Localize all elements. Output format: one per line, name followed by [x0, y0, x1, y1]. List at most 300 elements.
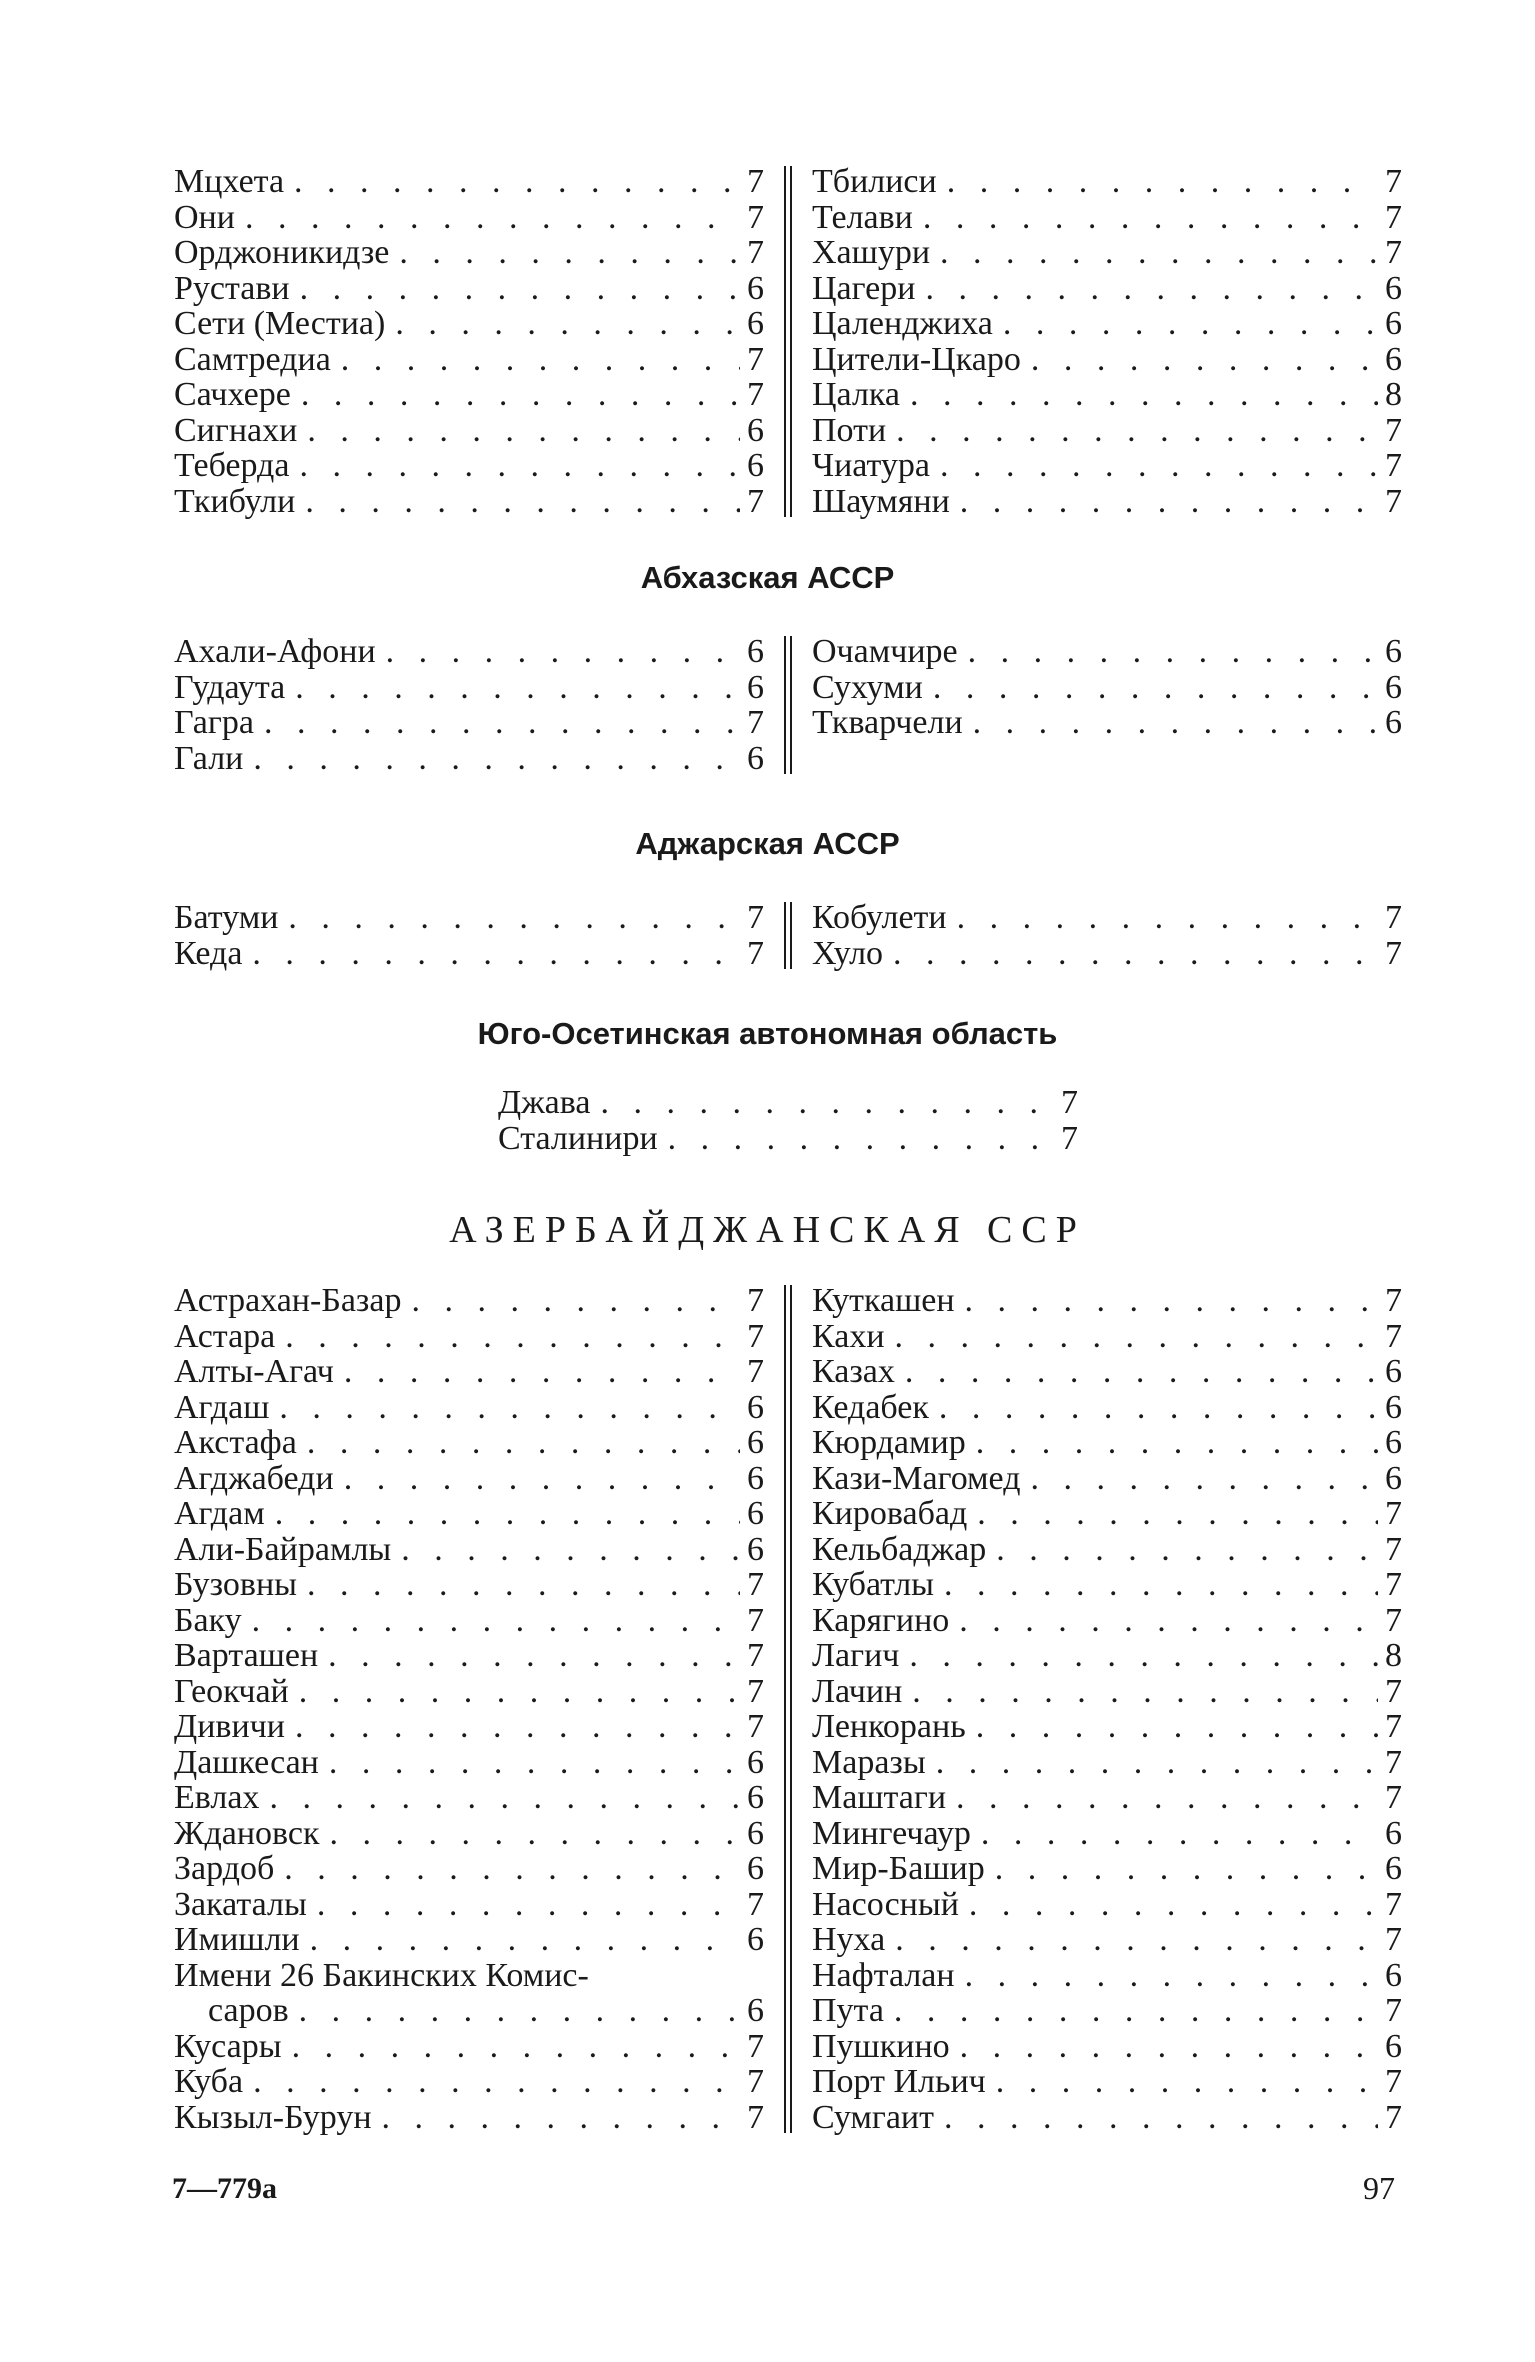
- intensity-value: 6: [1385, 1353, 1402, 1390]
- intensity-value: 7: [747, 2027, 764, 2065]
- intensity-value: 7: [747, 198, 764, 236]
- list-item: [174, 1532, 764, 1568]
- place-name: Они: [174, 198, 235, 236]
- place-name: Кельбаджар: [812, 1530, 987, 1568]
- place-name: Карягино: [812, 1601, 950, 1639]
- column-separator: [764, 1283, 812, 2135]
- list-item: [174, 306, 764, 342]
- intensity-value: 7: [1385, 1601, 1402, 1639]
- leader-dots: [299, 1674, 740, 1710]
- adjar-right-column: [812, 900, 1402, 971]
- georgia-left-column: [174, 164, 764, 519]
- place-name: Ткварчели: [812, 704, 963, 741]
- leader-dots: [996, 2064, 1378, 2100]
- place-name: Агдам: [174, 1495, 265, 1532]
- leader-dots: [959, 1603, 1378, 1639]
- abkhaz-list: [174, 634, 1402, 776]
- leader-dots: [292, 2029, 740, 2065]
- list-item: [174, 1425, 764, 1461]
- intensity-value: 6: [1385, 1459, 1402, 1497]
- list-item: [812, 1283, 1402, 1319]
- place-name: Куткашен: [812, 1282, 955, 1319]
- list-item: [174, 1993, 764, 2029]
- leader-dots: [936, 1745, 1378, 1781]
- list-item: [174, 1567, 764, 1603]
- intensity-value: 7: [1061, 1119, 1078, 1157]
- leader-dots: [288, 900, 740, 936]
- place-name: Ткибули: [174, 482, 296, 520]
- list-item: [174, 1603, 764, 1639]
- adjar-heading: Аджарская АССР: [635, 826, 900, 861]
- leader-dots: [386, 634, 740, 670]
- intensity-value: 6: [1385, 2027, 1402, 2065]
- leader-dots: [344, 1461, 740, 1497]
- list-item: [174, 448, 764, 484]
- place-name: Цители-Цкаро: [812, 340, 1021, 378]
- place-name: Джава: [498, 1084, 591, 1121]
- list-item: [174, 1816, 764, 1852]
- column-separator: [764, 164, 812, 519]
- list-item: [174, 2029, 764, 2065]
- intensity-value: 7: [747, 899, 764, 936]
- list-item: [174, 164, 764, 200]
- list-item: [174, 1958, 764, 1994]
- place-name: Батуми: [174, 899, 279, 936]
- place-name: Сумгаит: [812, 2098, 934, 2136]
- intensity-value: 6: [747, 305, 764, 342]
- intensity-value: 7: [1385, 1530, 1402, 1568]
- place-name: Тбилиси: [812, 163, 937, 200]
- list-item: [812, 377, 1402, 413]
- list-item: [174, 1354, 764, 1390]
- list-item: [174, 1638, 764, 1674]
- azerbaijan-left-column: [174, 1283, 764, 2135]
- intensity-value: 7: [1061, 1084, 1078, 1121]
- column-separator: [764, 634, 812, 776]
- intensity-value: 7: [1385, 1885, 1402, 1923]
- place-name: Кахи: [812, 1317, 885, 1355]
- leader-dots: [600, 1085, 1054, 1121]
- place-name: Дашкесан: [174, 1743, 319, 1781]
- leader-dots: [401, 1532, 740, 1568]
- intensity-value: 7: [747, 1317, 764, 1355]
- place-name: Гудаута: [174, 668, 286, 706]
- intensity-value: 6: [747, 1850, 764, 1887]
- intensity-value: 6: [747, 1530, 764, 1568]
- intensity-value: 7: [747, 340, 764, 378]
- intensity-value: 7: [747, 1885, 764, 1923]
- leader-dots: [947, 164, 1378, 200]
- list-item: [812, 271, 1402, 307]
- intensity-value: 7: [747, 234, 764, 271]
- leader-dots: [960, 2029, 1378, 2065]
- place-name: Али-Байрамлы: [174, 1530, 392, 1568]
- list-item: [174, 1922, 764, 1958]
- list-item: [812, 484, 1402, 520]
- leader-dots: [968, 634, 1378, 670]
- place-name: Шаумяни: [812, 482, 950, 520]
- leader-dots: [956, 1780, 1378, 1816]
- list-item: [812, 1816, 1402, 1852]
- list-item: [174, 900, 764, 936]
- intensity-value: 6: [747, 1495, 764, 1532]
- list-item: [812, 670, 1402, 706]
- intensity-value: 6: [747, 1743, 764, 1781]
- intensity-value: 7: [747, 1672, 764, 1710]
- place-name: Лачин: [812, 1672, 903, 1710]
- leader-dots: [301, 377, 740, 413]
- list-item: [812, 1319, 1402, 1355]
- leader-dots: [981, 1816, 1378, 1852]
- intensity-value: 7: [747, 1282, 764, 1319]
- place-name: Цаленджиха: [812, 305, 993, 342]
- place-name: Телави: [812, 198, 913, 236]
- intensity-value: 6: [747, 1921, 764, 1958]
- place-name: Очамчире: [812, 633, 958, 670]
- place-name: Кедабек: [812, 1388, 929, 1426]
- list-item: [174, 1496, 764, 1532]
- place-name: Насосный: [812, 1885, 959, 1923]
- leader-dots: [295, 1709, 740, 1745]
- leader-dots: [253, 741, 740, 777]
- leader-dots: [940, 235, 1378, 271]
- leader-dots: [944, 1567, 1378, 1603]
- list-item: [174, 1674, 764, 1710]
- adjar-list: [174, 900, 1402, 971]
- place-name: Евлах: [174, 1779, 260, 1816]
- list-item: [174, 670, 764, 706]
- list-item: [812, 1674, 1402, 1710]
- leader-dots: [329, 1745, 740, 1781]
- leader-dots: [893, 936, 1378, 972]
- intensity-value: 7: [1385, 1779, 1402, 1816]
- intensity-value: 7: [747, 1353, 764, 1390]
- list-item: [812, 1354, 1402, 1390]
- intensity-value: 7: [1385, 1282, 1402, 1319]
- list-item: [174, 1887, 764, 1923]
- place-name: Казах: [812, 1353, 895, 1390]
- leader-dots: [1003, 306, 1378, 342]
- leader-dots: [976, 1709, 1378, 1745]
- place-name: Нуха: [812, 1921, 886, 1958]
- list-item: [812, 1887, 1402, 1923]
- place-name: Лагич: [812, 1637, 900, 1674]
- leader-dots: [264, 705, 740, 741]
- intensity-value: 6: [1385, 305, 1402, 342]
- intensity-value: 6: [1385, 340, 1402, 378]
- intensity-value: 7: [747, 163, 764, 200]
- leader-dots: [668, 1121, 1054, 1157]
- intensity-value: 6: [1385, 668, 1402, 706]
- leader-dots: [279, 1390, 740, 1426]
- leader-dots: [294, 164, 740, 200]
- leader-dots: [411, 1283, 740, 1319]
- list-item: [812, 306, 1402, 342]
- list-item: [812, 936, 1402, 972]
- leader-dots: [252, 936, 740, 972]
- list-item: [812, 1851, 1402, 1887]
- leader-dots: [299, 448, 740, 484]
- place-name: Геокчай: [174, 1672, 289, 1710]
- leader-dots: [939, 1390, 1378, 1426]
- list-item: [812, 2100, 1402, 2136]
- intensity-value: 6: [747, 668, 764, 706]
- place-name: Сачхере: [174, 376, 291, 413]
- intensity-value: 6: [747, 1388, 764, 1426]
- place-name: Агдаш: [174, 1388, 270, 1426]
- leader-dots: [1031, 1461, 1379, 1497]
- place-name: Гагра: [174, 704, 254, 741]
- place-name: Варташен: [174, 1637, 319, 1674]
- intensity-value: 7: [1385, 934, 1402, 972]
- list-item: [174, 377, 764, 413]
- place-name: Пута: [812, 1992, 884, 2029]
- azerbaijan-heading: АЗЕРБАЙДЖАНСКАЯ ССР: [449, 1209, 1086, 1251]
- leader-dots: [909, 1638, 1378, 1674]
- place-name: Кировабад: [812, 1495, 968, 1532]
- intensity-value: 6: [747, 1992, 764, 2029]
- georgia-list: [174, 164, 1402, 519]
- leader-dots: [252, 1603, 740, 1639]
- place-name: Маразы: [812, 1743, 926, 1781]
- intensity-value: 6: [1385, 1388, 1402, 1426]
- place-name: Агджабеди: [174, 1459, 334, 1497]
- list-item: [812, 900, 1402, 936]
- leader-dots: [923, 200, 1378, 236]
- list-item: [812, 1993, 1402, 2029]
- list-item: [174, 1319, 764, 1355]
- place-name: Дивичи: [174, 1708, 285, 1745]
- intensity-value: 7: [1385, 447, 1402, 484]
- place-name: Мингечаур: [812, 1814, 971, 1852]
- leader-dots: [965, 1283, 1378, 1319]
- leader-dots: [310, 1922, 740, 1958]
- intensity-value: 7: [747, 376, 764, 413]
- leader-dots: [960, 484, 1378, 520]
- leader-dots: [894, 1993, 1378, 2029]
- place-name: Цагери: [812, 269, 916, 307]
- list-item: [812, 342, 1402, 378]
- place-name: Нафталан: [812, 1956, 955, 1994]
- leader-dots: [317, 1887, 740, 1923]
- list-item: [174, 634, 764, 670]
- page-number: 97: [1363, 2170, 1395, 2206]
- leader-dots: [284, 1851, 740, 1887]
- leader-dots: [976, 1425, 1378, 1461]
- list-item: [174, 936, 764, 972]
- list-item: [174, 1390, 764, 1426]
- leader-dots: [295, 670, 740, 706]
- place-name: Хуло: [812, 934, 884, 972]
- list-item: [812, 1922, 1402, 1958]
- list-item: [498, 1121, 1078, 1157]
- intensity-value: 7: [1385, 1743, 1402, 1781]
- list-item: [812, 1958, 1402, 1994]
- intensity-value: 6: [1385, 633, 1402, 670]
- leader-dots: [275, 1496, 740, 1532]
- list-item: [812, 1496, 1402, 1532]
- leader-dots: [307, 1567, 740, 1603]
- list-item: [812, 235, 1402, 271]
- list-item: [812, 1745, 1402, 1781]
- leader-dots: [300, 271, 740, 307]
- place-name: Кубатлы: [812, 1566, 935, 1603]
- list-item: [498, 1085, 1078, 1121]
- place-name: Кобулети: [812, 899, 947, 936]
- list-item: [174, 342, 764, 378]
- leader-dots: [330, 1816, 740, 1852]
- place-name: Куба: [174, 2063, 244, 2100]
- list-item: [174, 484, 764, 520]
- leader-dots: [307, 413, 740, 449]
- leader-dots: [1031, 342, 1378, 378]
- intensity-value: 7: [747, 704, 764, 741]
- place-name: Кази-Магомед: [812, 1459, 1021, 1497]
- leader-dots: [299, 1993, 740, 2029]
- intensity-value: 7: [1385, 899, 1402, 936]
- list-item: [174, 1461, 764, 1497]
- leader-dots: [382, 2100, 740, 2136]
- list-item: [174, 235, 764, 271]
- intensity-value: 6: [747, 1814, 764, 1852]
- intensity-value: 6: [1385, 1850, 1402, 1887]
- list-item: [174, 200, 764, 236]
- list-item: [812, 634, 1402, 670]
- list-item: [174, 705, 764, 741]
- place-name: Кызыл-Бурун: [174, 2098, 372, 2136]
- place-name: Теберда: [174, 447, 290, 484]
- list-item: [812, 1780, 1402, 1816]
- intensity-value: 7: [747, 1637, 764, 1674]
- place-name: Ждановск: [174, 1814, 320, 1852]
- intensity-value: 6: [1385, 1814, 1402, 1852]
- intensity-value: 6: [747, 1779, 764, 1816]
- place-name: Самтредиа: [174, 340, 331, 378]
- leader-dots: [925, 271, 1378, 307]
- intensity-value: 7: [1385, 1566, 1402, 1603]
- intensity-value: 6: [747, 1424, 764, 1461]
- place-name: Закаталы: [174, 1885, 307, 1923]
- abkhaz-left-column: [174, 634, 764, 776]
- leader-dots: [399, 235, 740, 271]
- leader-dots: [965, 1958, 1378, 1994]
- list-item: [812, 2064, 1402, 2100]
- intensity-value: 7: [747, 1708, 764, 1745]
- intensity-value: 7: [1385, 1921, 1402, 1958]
- list-item: [812, 705, 1402, 741]
- intensity-value: 7: [1385, 163, 1402, 200]
- printer-signature: 7—779а: [172, 2172, 277, 2205]
- intensity-value: 7: [1385, 1495, 1402, 1532]
- leader-dots: [905, 1354, 1378, 1390]
- intensity-value: 8: [1385, 376, 1402, 413]
- intensity-value: 6: [1385, 1424, 1402, 1461]
- place-name: Ахали-Афони: [174, 633, 376, 670]
- list-item: [812, 1638, 1402, 1674]
- place-name: Сухуми: [812, 668, 923, 706]
- list-item: [812, 1567, 1402, 1603]
- leader-dots: [307, 1425, 740, 1461]
- intensity-value: 6: [747, 739, 764, 777]
- leader-dots: [940, 448, 1378, 484]
- list-item: [812, 200, 1402, 236]
- place-name: Пушкино: [812, 2027, 950, 2065]
- intensity-value: 7: [1385, 1672, 1402, 1710]
- intensity-value: 6: [1385, 1956, 1402, 1994]
- list-item: [812, 1603, 1402, 1639]
- place-name: Поти: [812, 411, 887, 449]
- leader-dots: [996, 1532, 1378, 1568]
- place-name: Астара: [174, 1317, 276, 1355]
- intensity-value: 7: [747, 1566, 764, 1603]
- intensity-value: 7: [1385, 1317, 1402, 1355]
- intensity-value: 7: [747, 934, 764, 972]
- place-name: Бузовны: [174, 1566, 298, 1603]
- leader-dots: [995, 1851, 1378, 1887]
- intensity-value: 7: [747, 2063, 764, 2100]
- leader-dots: [245, 200, 740, 236]
- leader-dots: [305, 484, 740, 520]
- place-name: Имишли: [174, 1921, 300, 1958]
- place-name: саров: [208, 1992, 289, 2029]
- list-item: [174, 413, 764, 449]
- list-item: [812, 1461, 1402, 1497]
- list-item: [812, 1390, 1402, 1426]
- place-name: Чиатура: [812, 447, 931, 484]
- intensity-value: 6: [747, 269, 764, 307]
- leader-dots: [269, 1780, 740, 1816]
- intensity-value: 7: [1385, 2098, 1402, 2136]
- place-name: Сети (Местиа): [174, 305, 386, 342]
- place-name: Хашури: [812, 234, 931, 271]
- leader-dots: [896, 413, 1378, 449]
- list-item: [174, 1851, 764, 1887]
- leader-dots: [969, 1887, 1378, 1923]
- intensity-value: 6: [747, 633, 764, 670]
- leader-dots: [977, 1496, 1378, 1532]
- intensity-value: 7: [1385, 411, 1402, 449]
- list-item: [174, 741, 764, 777]
- leader-dots: [895, 1319, 1378, 1355]
- list-item: [174, 271, 764, 307]
- place-name: Орджоникидзе: [174, 234, 390, 271]
- list-item: [174, 2064, 764, 2100]
- intensity-value: 8: [1385, 1637, 1402, 1674]
- leader-dots: [910, 377, 1378, 413]
- leader-dots: [328, 1638, 740, 1674]
- abkhaz-heading: Абхазская АССР: [640, 560, 895, 595]
- intensity-value: 7: [1385, 1992, 1402, 2029]
- leader-dots: [957, 900, 1378, 936]
- list-item: [812, 2029, 1402, 2065]
- place-name: Зардоб: [174, 1850, 275, 1887]
- list-item: [812, 1532, 1402, 1568]
- azerbaijan-list: [174, 1283, 1402, 2135]
- place-name: Порт Ильич: [812, 2063, 986, 2100]
- leader-dots: [944, 2100, 1378, 2136]
- place-name: Ленкорань: [812, 1708, 966, 1745]
- list-item: [812, 1709, 1402, 1745]
- intensity-value: 7: [1385, 2063, 1402, 2100]
- intensity-value: 7: [747, 482, 764, 520]
- azerbaijan-right-column: [812, 1283, 1402, 2135]
- list-item: [174, 1283, 764, 1319]
- leader-dots: [395, 306, 740, 342]
- leader-dots: [912, 1674, 1378, 1710]
- place-name: Мцхета: [174, 163, 285, 200]
- leader-dots: [933, 670, 1378, 706]
- intensity-value: 6: [1385, 704, 1402, 741]
